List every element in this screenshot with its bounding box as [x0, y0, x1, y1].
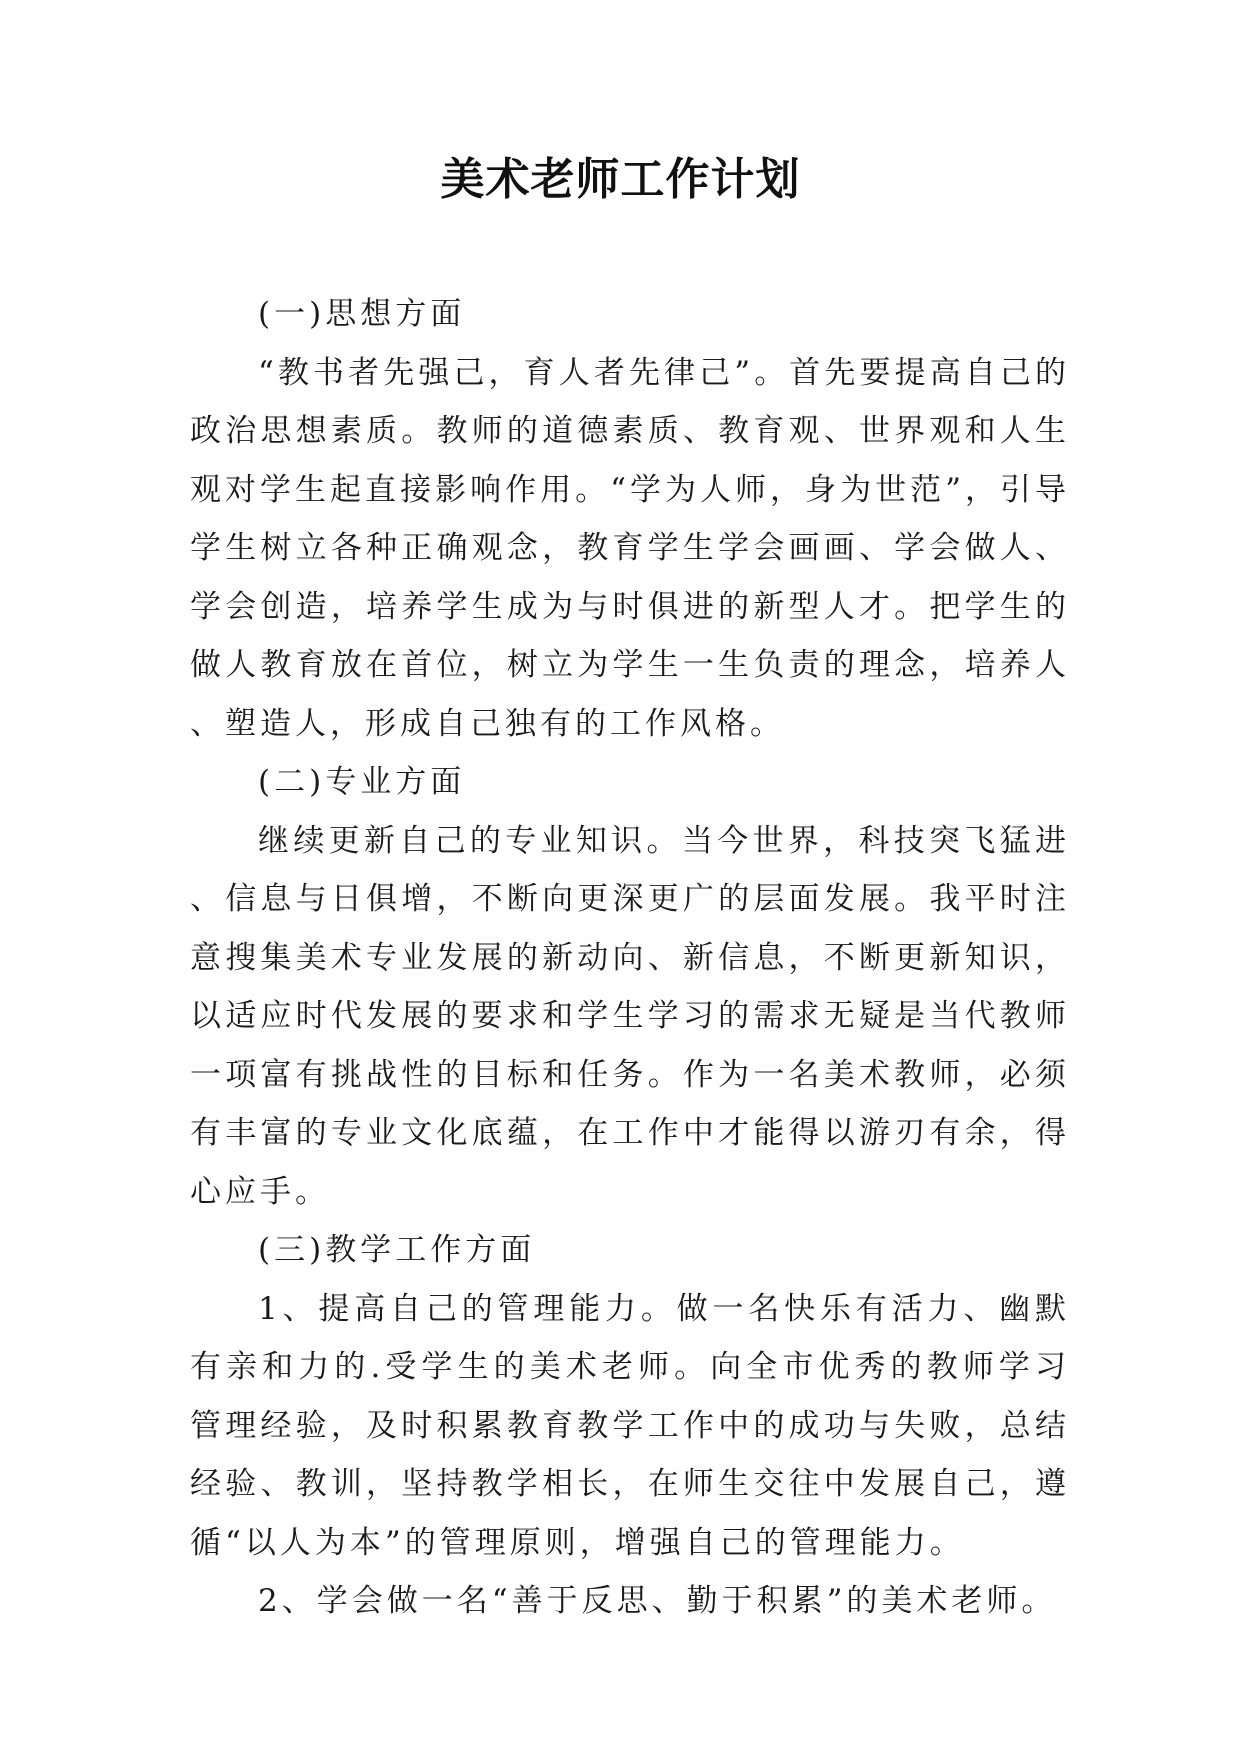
paragraph-teaching-item-1: 1、提高自己的管理能力。做一名快乐有活力、幽默有亲和力的.受学生的美术老师。向全市优秀的教师学习管理经验，及时积累教育教学工作中的成功与失败，总结经验、教训，坚持教学相长，在师生交往中发展自己，遵循“以人为本”的管理原则，增强自己的管理能力。: [190, 1290, 1070, 1561]
document-body: [190, 285, 1070, 1631]
paragraph-teaching-item-2: 2、学会做一名“善于反思、勤于积累”的美术老师。: [258, 1583, 1057, 1619]
section-heading-teaching: (三)教学工作方面: [258, 1232, 536, 1268]
paragraph-thought: “教书者先强己，育人者先律己”。首先要提高自己的政治思想素质。教师的道德素质、教育观、世界观和人生观对学生起直接影响作用。“学为人师，身为世范”，引导学生树立各种正确观念，教育学生学会画画、学会做人、学会创造，培养学生成为与时俱进的新型人才。把学生的做人教育放在首位，树立为学生一生负责的理念，培养人、塑造人，形成自己独有的工作风格。: [190, 354, 1070, 742]
document-title: 美术老师工作计划: [440, 154, 801, 205]
section-heading-thought: (一)思想方面: [258, 296, 466, 332]
paragraph-professional: 继续更新自己的专业知识。当今世界，科技突飞猛进、信息与日俱增，不断向更深更广的层面发展。我平时注意搜集美术专业发展的新动向、新信息，不断更新知识，以适应时代发展的要求和学生学习的需求无疑是当代教师一项富有挑战性的目标和任务。作为一名美术教师，必须有丰富的专业文化底蕴，在工作中才能得以游刃有余，得心应手。: [190, 822, 1070, 1210]
section-heading-professional: (二)专业方面: [258, 764, 466, 800]
